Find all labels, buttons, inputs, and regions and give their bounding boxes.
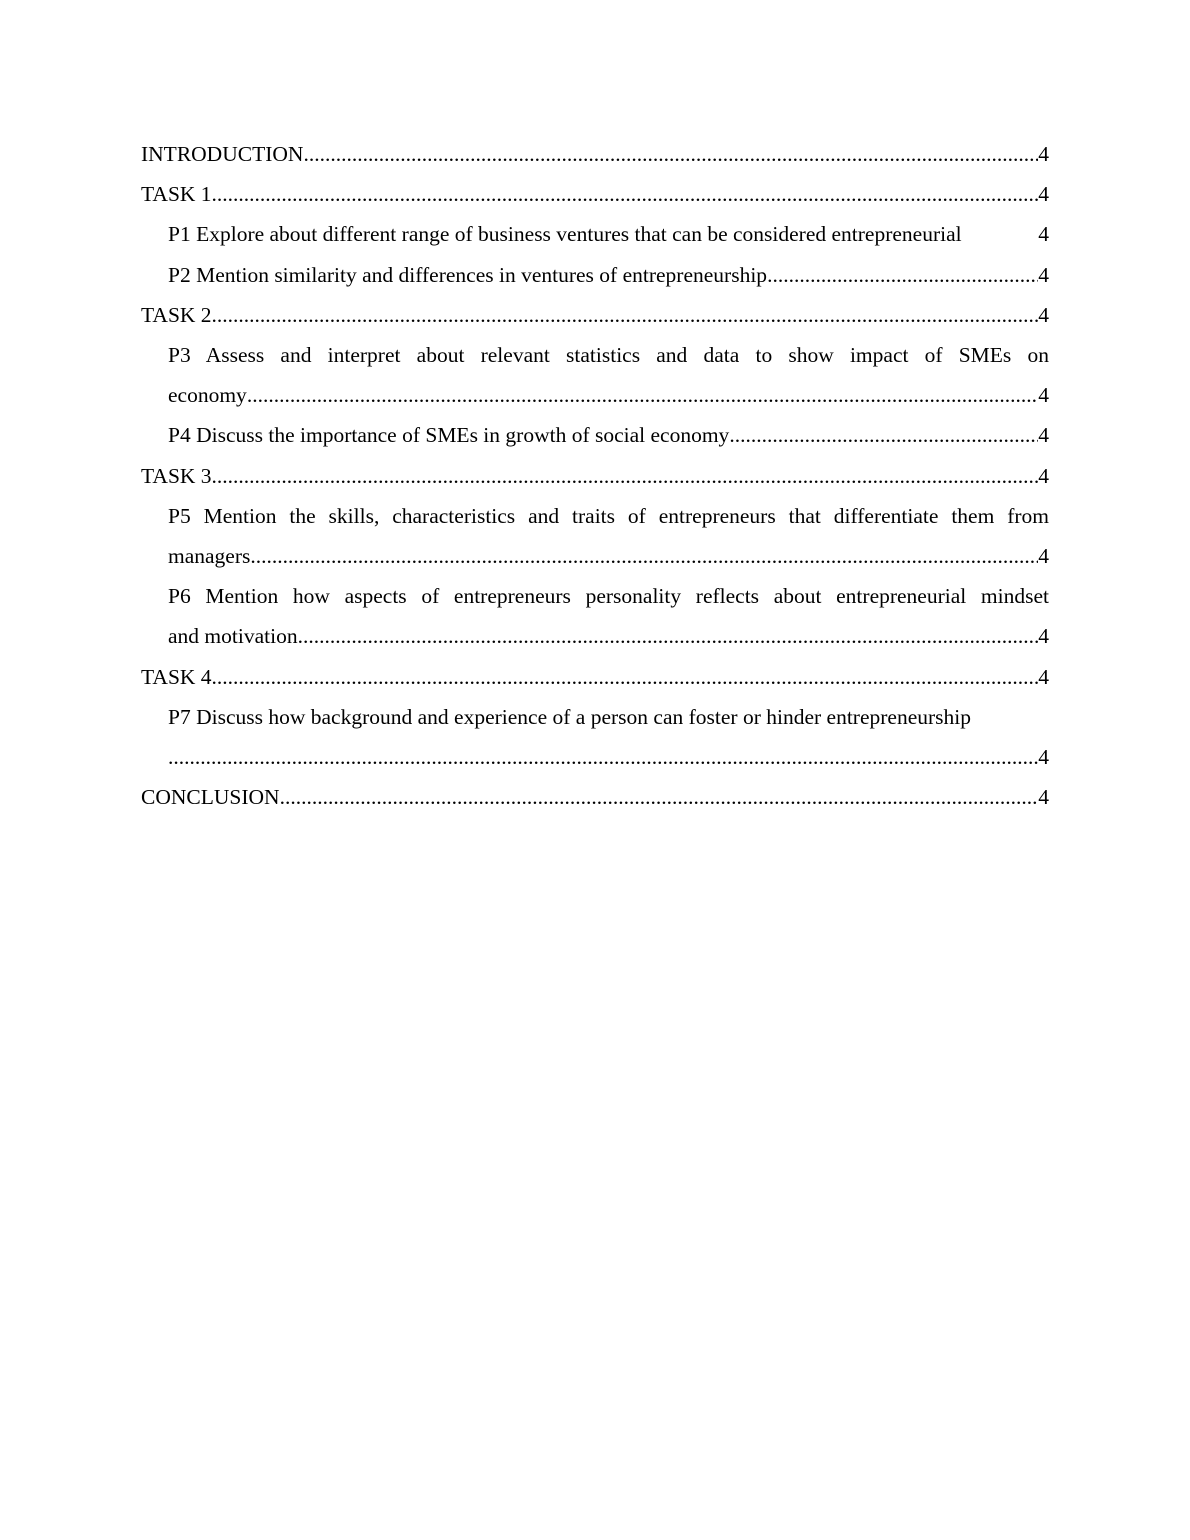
toc-entry-p2[interactable]: [141, 255, 1049, 295]
toc-entry-p1[interactable]: [141, 214, 1049, 254]
toc-entry-introduction[interactable]: [141, 134, 1049, 174]
toc-entry-task-2[interactable]: [141, 295, 1049, 335]
toc-entry-title: TASK 1: [141, 182, 212, 207]
toc-page-number: 4: [1038, 785, 1049, 810]
toc-entry-title: P1 Explore about different range of business ventures that can be considered entrepreneurial: [168, 222, 962, 247]
toc-entry-title: INTRODUCTION: [141, 142, 304, 166]
toc-page-number: 4: [1038, 222, 1049, 247]
toc-page-number: 4: [1038, 624, 1049, 649]
dot-leader: [280, 777, 1039, 817]
dot-leader: [247, 375, 1038, 415]
dot-leader: [303, 134, 1038, 174]
toc-entry-title-line-2: and motivation: [168, 624, 298, 649]
toc-entry-title: P4 Discuss the importance of SMEs in growth of social economy: [168, 423, 730, 448]
dot-leader: [212, 174, 1039, 214]
toc-page-number: 4: [1038, 182, 1049, 207]
toc-entry-p7[interactable]: [141, 697, 1049, 777]
toc-entry-task-1[interactable]: [141, 174, 1049, 214]
dot-leader: [212, 295, 1039, 335]
toc-entry-title-line-1: [168, 697, 1049, 737]
toc-entry-title: P7 Discuss how background and experience of a person can foster or hinder entrepreneurship: [168, 704, 971, 729]
toc-entry-p6[interactable]: [141, 576, 1049, 656]
toc-page-number: 4: [1038, 463, 1049, 488]
toc-entry-task-3[interactable]: [141, 456, 1049, 496]
dot-leader: [729, 415, 1038, 455]
dot-leader: [250, 536, 1038, 576]
dot-leader: [212, 456, 1039, 496]
toc-entry-title: CONCLUSION: [141, 785, 280, 810]
toc-entry-title-line-2: managers: [168, 544, 251, 569]
toc-page-number: 4: [1038, 383, 1049, 408]
dot-leader: [212, 657, 1039, 697]
toc-entry-p4[interactable]: [141, 415, 1049, 455]
toc-page-number: 4: [1038, 745, 1049, 770]
toc-page-number: 4: [1038, 262, 1049, 287]
table-of-contents: [141, 134, 1049, 817]
toc-entry-task-4[interactable]: [141, 657, 1049, 697]
toc-entry-p3[interactable]: [141, 335, 1049, 415]
dot-leader: [168, 737, 1038, 777]
toc-page-number: 4: [1038, 423, 1049, 448]
toc-entry-title-line-1: P5 Mention the skills, characteristics and traits of entrepreneurs that differentiate them from: [168, 503, 1049, 528]
toc-entry-conclusion[interactable]: [141, 777, 1049, 817]
toc-page-number: 4: [1038, 664, 1049, 689]
toc-entry-title: TASK 2: [141, 302, 212, 327]
toc-entry-title: TASK 3: [141, 463, 212, 488]
dot-leader: [767, 255, 1038, 295]
toc-page-number: 4: [1038, 142, 1049, 166]
toc-entry-title: TASK 4: [141, 664, 212, 689]
toc-entry-title: P2 Mention similarity and differences in ventures of entrepreneurship: [168, 262, 768, 287]
toc-entry-title-line-1: P3 Assess and interpret about relevant statistics and data to show impact of SMEs on: [168, 343, 1049, 368]
toc-entry-title-line-1: P6 Mention how aspects of entrepreneurs personality reflects about entrepreneurial mindset: [168, 584, 1049, 609]
toc-page-number: 4: [1038, 544, 1049, 569]
toc-entry-title-line-2: economy: [168, 383, 247, 408]
dot-leader: [298, 616, 1039, 656]
toc-page-number: 4: [1038, 302, 1049, 327]
toc-entry-p5[interactable]: [141, 496, 1049, 576]
